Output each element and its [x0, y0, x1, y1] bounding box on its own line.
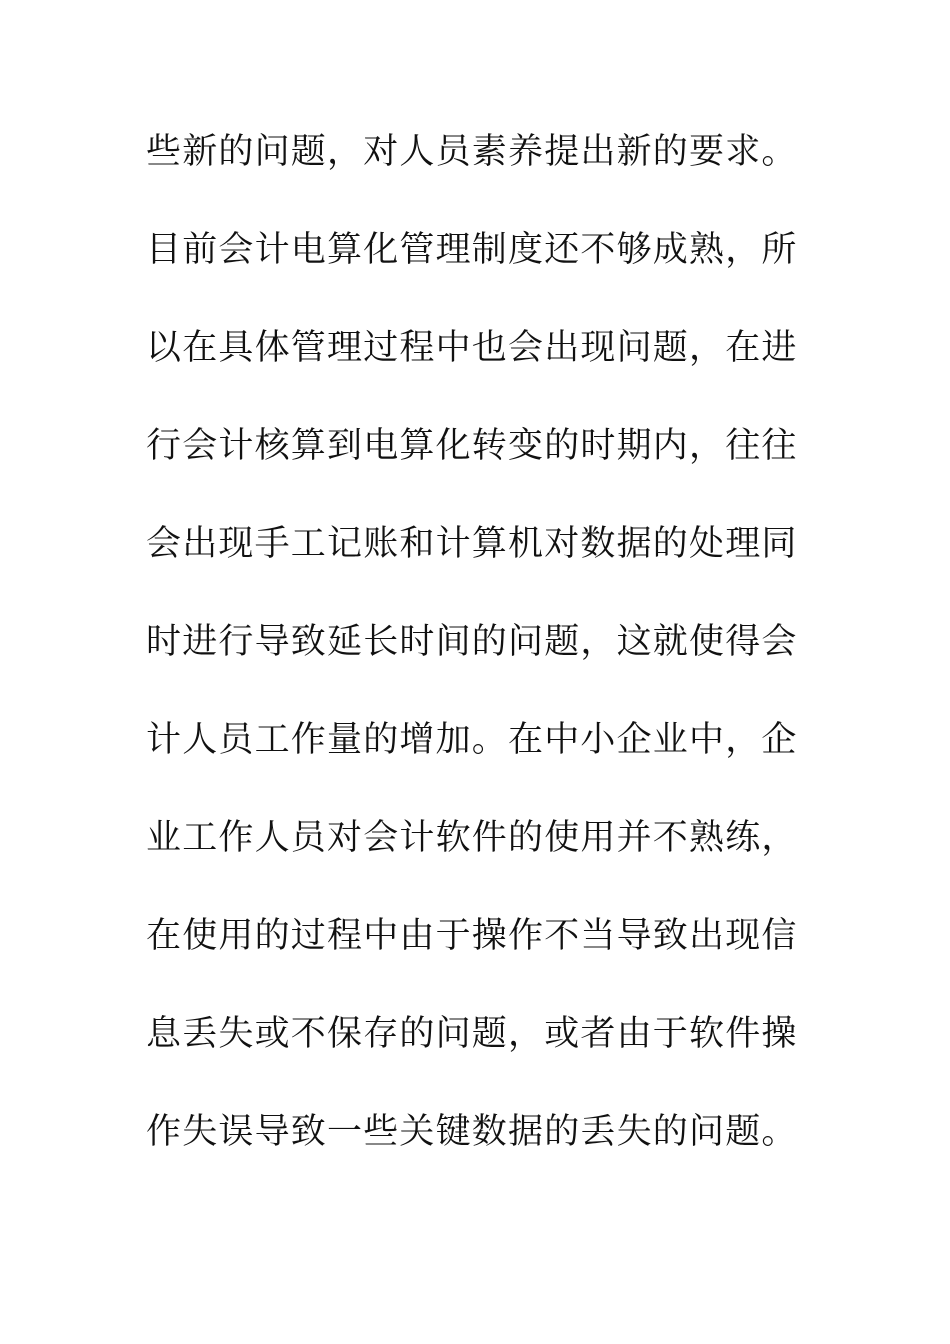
text-line: 在使用的过程中由于操作不当导致出现信	[146, 916, 798, 956]
text-line: 目前会计电算化管理制度还不够成熟，所	[146, 230, 798, 270]
text-line: 行会计核算到电算化转变的时期内，往往	[146, 426, 798, 466]
text-line: 时进行导致延长时间的问题，这就使得会	[146, 622, 798, 662]
body-text	[146, 122, 826, 1200]
text-line: 计人员工作量的增加。在中小企业中，企	[146, 720, 798, 760]
text-line: 些新的问题，对人员素养提出新的要求。	[146, 132, 798, 172]
text-line: 以在具体管理过程中也会出现问题，在进	[146, 328, 798, 368]
text-line: 业工作人员对会计软件的使用并不熟练，	[146, 818, 798, 858]
text-line: 会出现手工记账和计算机对数据的处理同	[146, 524, 798, 564]
text-line: 息丢失或不保存的问题，或者由于软件操	[146, 1014, 798, 1054]
text-line: 作失误导致一些关键数据的丢失的问题。	[146, 1112, 798, 1152]
